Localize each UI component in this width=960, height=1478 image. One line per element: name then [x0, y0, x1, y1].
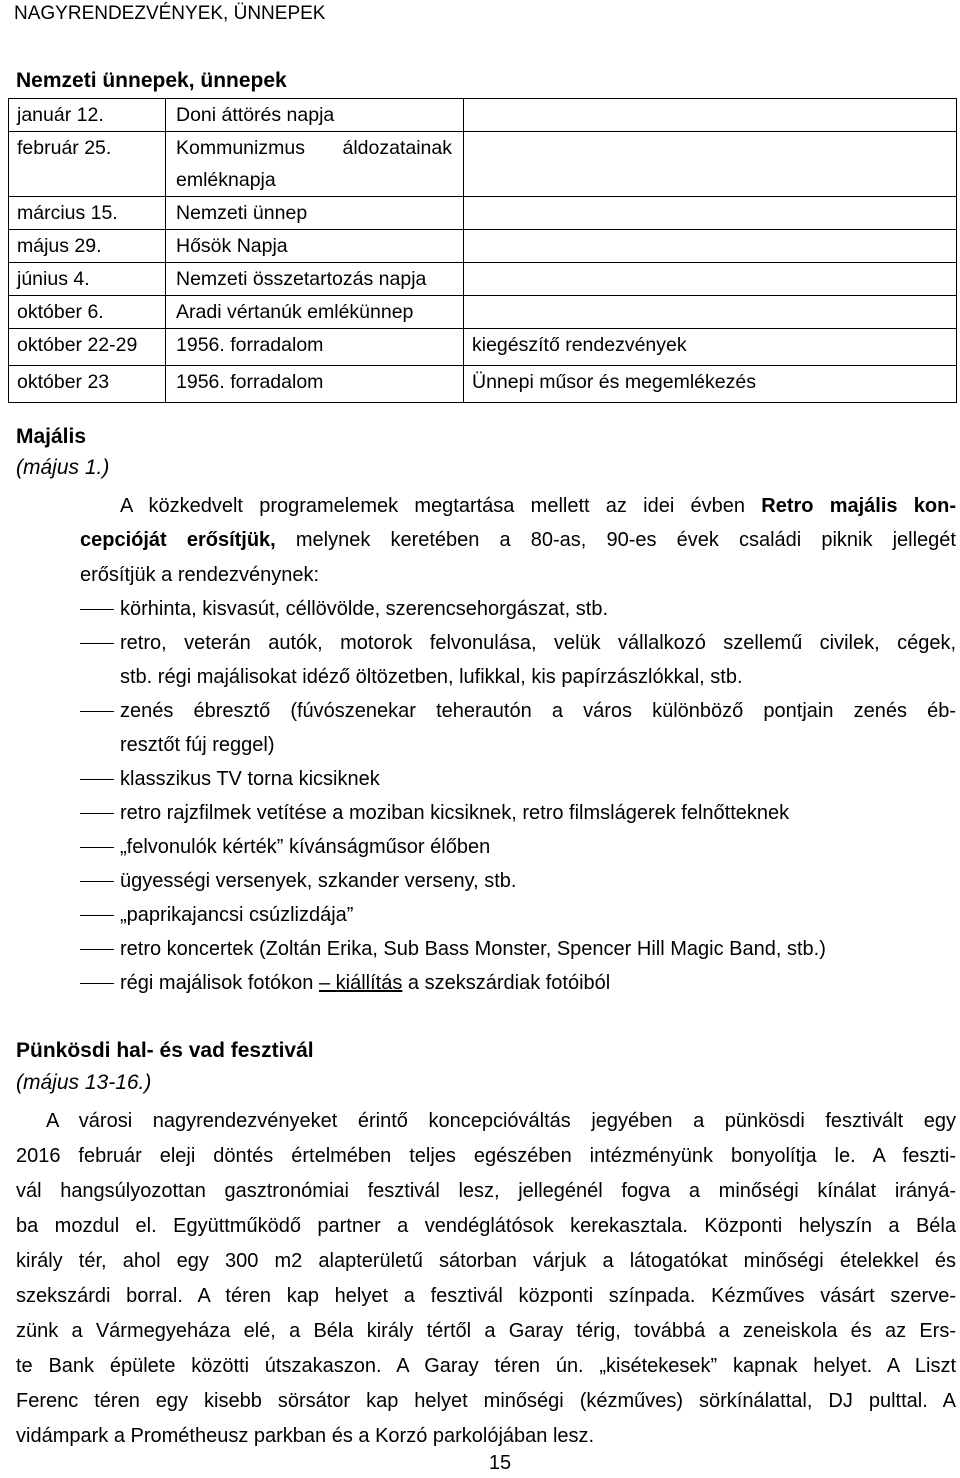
list-dash [80, 949, 114, 950]
holiday-note [464, 263, 957, 296]
holiday-event-line: emléknapja [176, 169, 276, 191]
list-item-underlined-text: – kiállítás [318, 972, 403, 994]
majalis-intro-line [120, 489, 956, 523]
intro-bold-text: Retro majális kon- [761, 495, 956, 517]
holiday-note [464, 296, 957, 329]
list-dash [80, 847, 114, 848]
punkosd-paragraph-line: vidámpark a Prométheusz parkban és a Korzó parkolójában lesz. [16, 1425, 595, 1447]
list-item: zenés ébresztő (fúvószenekar teherautón a város különböző pontjain zenés éb- [120, 700, 956, 722]
table-row [9, 296, 957, 329]
holiday-event-word: Kommunizmus [176, 137, 305, 159]
holidays-table [8, 98, 957, 403]
list-dash [80, 711, 114, 712]
list-item-text: régi majálisok fotókon [120, 972, 319, 994]
punkosd-paragraph-line: A városi nagyrendezvényeket érintő koncepcióváltás jegyében a pünkösdi fesztivált egy [46, 1110, 956, 1132]
page-section-title: NAGYRENDEZVÉNYEK, ÜNNEPEK [14, 3, 326, 24]
holiday-event-word: áldozatainak [342, 137, 452, 159]
punkosd-paragraph-line: vál hangsúlyozottan gasztronómiai fesztivál lesz, jellegénél fogva a minőségi kínálat irányá- [16, 1180, 956, 1202]
list-dash [80, 813, 114, 814]
table-row [9, 197, 957, 230]
holiday-date: január 12. [9, 99, 166, 132]
holiday-event: Aradi vértanúk emlékünnep [166, 296, 464, 329]
punkosd-heading: Pünkösdi hal- és vad fesztivál [16, 1039, 314, 1062]
punkosd-date: (május 13-16.) [16, 1071, 152, 1094]
list-dash [80, 643, 114, 644]
holiday-note [464, 132, 957, 197]
holiday-note [464, 99, 957, 132]
punkosd-paragraph-line: 2016 február eleji döntés értelmében teljes egészében intézményünk bonyolítja le. A feszti- [16, 1145, 956, 1167]
table-row [9, 132, 957, 197]
table-row [9, 329, 957, 366]
holiday-note [464, 197, 957, 230]
table-row [9, 263, 957, 296]
table-row [9, 99, 957, 132]
punkosd-paragraph-line: zünk a Vármegyeháza elé, a Béla király tértől a Garay térig, továbbá a zeneiskola és az Ers- [16, 1320, 956, 1342]
holiday-date: október 22-29 [9, 329, 166, 366]
holiday-date: október 6. [9, 296, 166, 329]
holiday-date: március 15. [9, 197, 166, 230]
list-item: „paprikajancsi csúzlizdája” [120, 904, 354, 926]
punkosd-paragraph-line: szekszárdi borral. A téren kap helyet a fesztivál központi színpada. Kézműves vásárt szerve- [16, 1285, 956, 1307]
list-item: klasszikus TV torna kicsiknek [120, 768, 380, 790]
holiday-date: október 23 [9, 366, 166, 403]
intro-bold-text: cepcióját erősítjük, [80, 529, 276, 551]
holiday-note [464, 230, 957, 263]
list-dash [80, 881, 114, 882]
holiday-event: Hősök Napja [166, 230, 464, 263]
list-item-continuation: resztőt fúj reggel) [120, 734, 275, 756]
list-item [120, 966, 610, 1000]
holiday-date: június 4. [9, 263, 166, 296]
holiday-note: kiegészítő rendezvények [464, 329, 957, 366]
majalis-heading: Majális [16, 425, 87, 448]
list-dash [80, 983, 114, 984]
punkosd-paragraph-line: ba mozdul el. Együttműködő partner a vendéglátósok kerekasztala. Központi helyszín a Béla [16, 1215, 956, 1237]
intro-text: melynek keretében a 80-as, 90-es évek családi piknik jellegét [275, 529, 956, 551]
holiday-event: 1956. forradalom [166, 329, 464, 366]
holiday-event: Doni áttörés napja [166, 99, 464, 132]
list-item: ügyességi versenyek, szkander verseny, stb. [120, 870, 517, 892]
list-dash [80, 609, 114, 610]
list-item: „felvonulók kérték” kívánságműsor élőben [120, 836, 491, 858]
holiday-date: február 25. [9, 132, 166, 197]
holiday-event: Nemzeti ünnep [166, 197, 464, 230]
holiday-event: 1956. forradalom [166, 366, 464, 403]
punkosd-paragraph-line: te Bank épülete közötti útszakaszon. A Garay téren ún. „kisétekesek” kapnak helyet. A Liszt [16, 1355, 956, 1377]
majalis-intro-line: erősítjük a rendezvénynek: [80, 564, 320, 586]
page-number: 15 [488, 1452, 512, 1474]
table-row [9, 230, 957, 263]
national-holidays-heading: Nemzeti ünnepek, ünnepek [16, 69, 287, 92]
holiday-event-line [176, 132, 452, 164]
list-item-text: a szekszárdiak fotóiból [402, 972, 611, 994]
punkosd-paragraph-line: király tér, ahol egy 300 m2 alapterületű sátorban várjuk a látogatókat minőségi ételekkel és [16, 1250, 956, 1272]
holiday-date: május 29. [9, 230, 166, 263]
list-item: retro koncertek (Zoltán Erika, Sub Bass Monster, Spencer Hill Magic Band, stb.) [120, 938, 826, 960]
majalis-intro-line [80, 523, 956, 557]
holiday-event [166, 132, 464, 197]
punkosd-paragraph-line: Ferenc téren egy kisebb sörsátor kap helyet minőségi (kézműves) sörkínálattal, DJ pulttal. A [16, 1390, 956, 1412]
list-dash [80, 915, 114, 916]
majalis-date: (május 1.) [16, 456, 110, 479]
list-item: körhinta, kisvasút, céllövölde, szerencsehorgászat, stb. [120, 598, 609, 620]
table-row [9, 366, 957, 403]
intro-text: A közkedvelt programelemek megtartása mellett az idei évben [120, 495, 762, 517]
list-dash [80, 779, 114, 780]
list-item: retro rajzfilmek vetítése a moziban kicsiknek, retro filmslágerek felnőtteknek [120, 802, 790, 824]
list-item-continuation: stb. régi majálisokat idéző öltözetben, lufikkal, kis papírzászlókkal, stb. [120, 666, 743, 688]
holiday-note: Ünnepi műsor és megemlékezés [464, 366, 957, 403]
holiday-event: Nemzeti összetartozás napja [166, 263, 464, 296]
list-item: retro, veterán autók, motorok felvonulása, velük vállalkozó szellemű civilek, cégek, [120, 632, 956, 654]
